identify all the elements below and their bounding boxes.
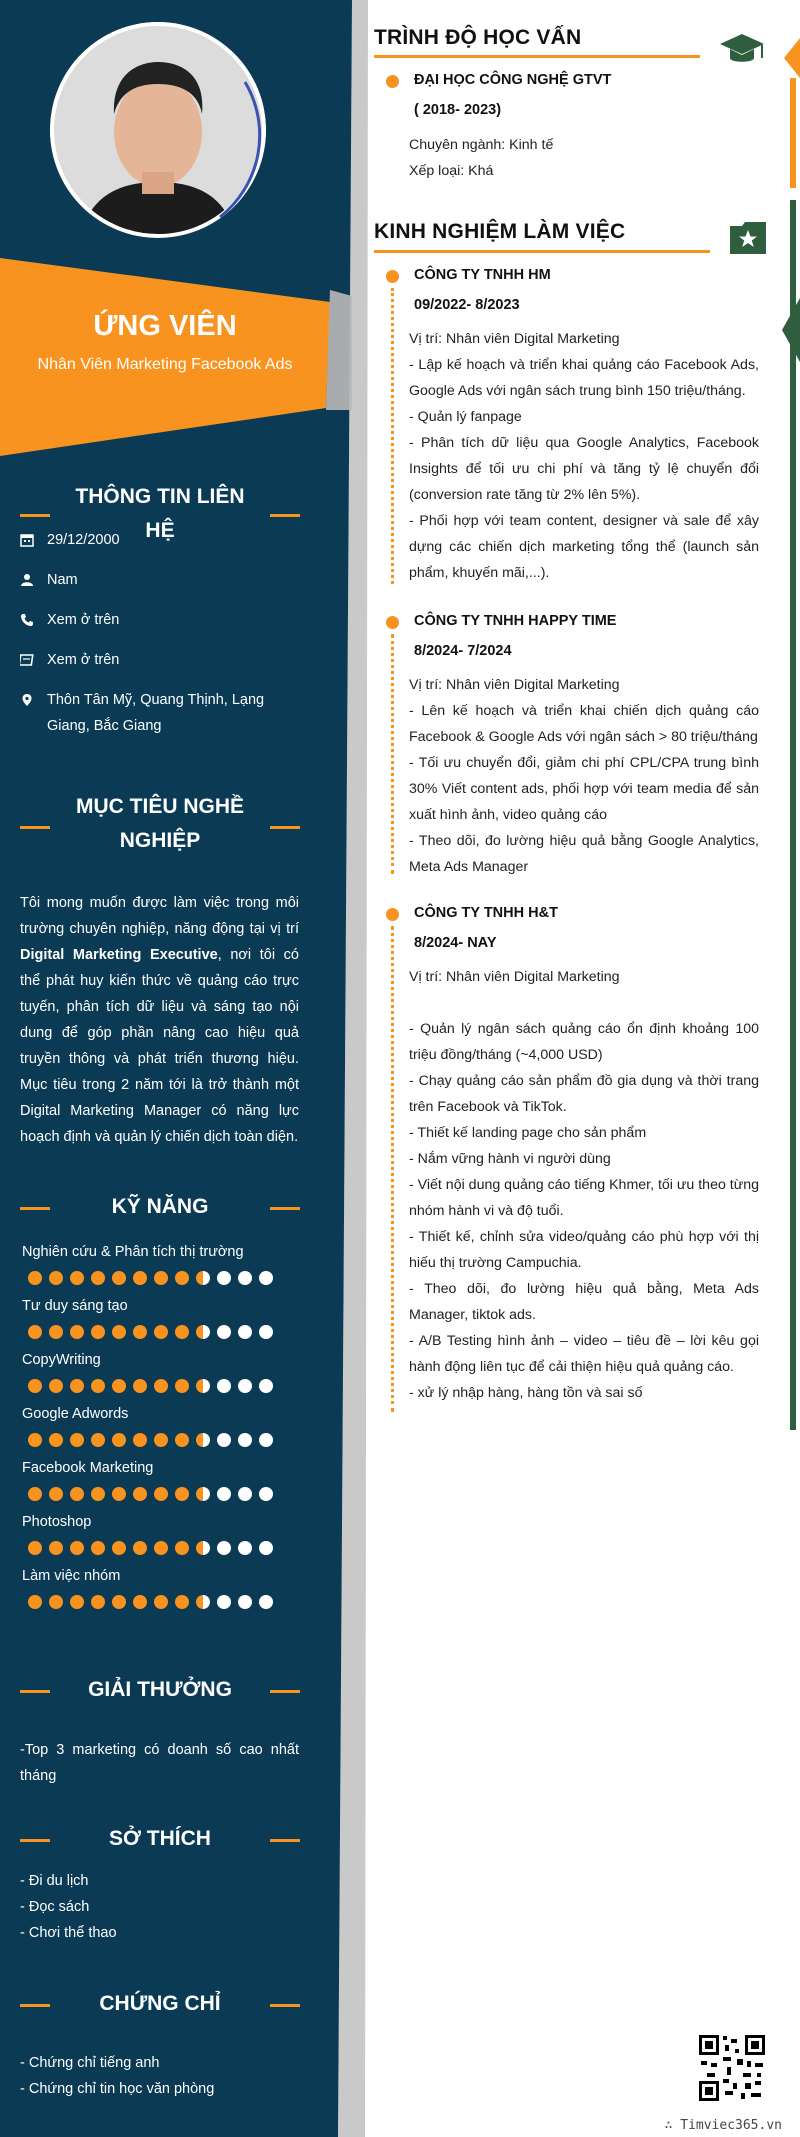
- rating-dot: [154, 1271, 168, 1285]
- certificates-list: [20, 2050, 300, 2102]
- rating-dot: [196, 1379, 210, 1393]
- rating-dot: [154, 1487, 168, 1501]
- rating-dot: [133, 1433, 147, 1447]
- rating-dot: [175, 1487, 189, 1501]
- skill-item: [22, 1568, 302, 1584]
- contact-heading: THÔNG TIN LIÊN HỆ: [20, 480, 300, 548]
- job-period: 8/2024- 7/2024: [414, 643, 512, 659]
- skills-heading: KỸ NĂNG: [20, 1190, 300, 1224]
- skill-name: Facebook Marketing: [22, 1460, 154, 1476]
- rating-dot: [28, 1595, 42, 1609]
- skill-item: [22, 1352, 302, 1368]
- rating-dot: [70, 1433, 84, 1447]
- job-bullet: [386, 908, 399, 921]
- rating-dot: [154, 1595, 168, 1609]
- job-description: Vị trí: Nhân viên Digital Marketing - Quản lý ngân sách quảng cáo ổn định khoảng 100 triệu đồng/tháng (~4,000 USD) - Chạy quảng cáo sản phẩm đồ gia dụng và thời trang trên Facebook và TikTok. - Thiết kế landing page cho sản phẩm - Nắm vững hành vi người dùng - Viết nội dung quảng cáo tiếng Khmer, tối ưu theo từng nhóm hành vi và độ tuổi. - Thiết kế, chỉnh sửa video/quảng cáo phù hợp với thị hiếu thị trường Campuchia. - Theo dõi, đo lường hiệu quả bằng, Meta Ads Manager, tiktok ads. - A/B Testing hình ảnh – video – tiêu đề – lời kêu gọi hành động liên tục để cải thiện hiệu quả quảng cáo. - xử lý nhập hàng, hàng tồn và sai số: [409, 969, 760, 1401]
- rating-dot: [238, 1487, 252, 1501]
- certificates-heading: CHỨNG CHỈ: [20, 1987, 300, 2021]
- skill-item: [22, 1514, 302, 1530]
- rating-dot: [112, 1487, 126, 1501]
- rating-dot: [49, 1541, 63, 1555]
- rating-dot: [196, 1433, 210, 1447]
- skill-name: Google Adwords: [22, 1406, 129, 1422]
- objective-heading: MỤC TIÊU NGHỀ NGHIỆP: [20, 790, 300, 858]
- rating-dot: [112, 1433, 126, 1447]
- hobby-item: - Chơi thể thao: [20, 1925, 117, 1941]
- rating-dot: [154, 1379, 168, 1393]
- avatar: [50, 22, 266, 238]
- person-icon: [20, 573, 34, 587]
- rating-dot: [133, 1595, 147, 1609]
- rating-dot: [238, 1433, 252, 1447]
- rating-dot: [49, 1487, 63, 1501]
- rating-dot: [196, 1487, 210, 1501]
- hobbies-list: [20, 1868, 300, 1946]
- job-description: Vị trí: Nhân viên Digital Marketing - Lập kế hoạch và triển khai quảng cáo Facebook Ads, Google Ads với ngân sách trung bình 150 triệu/tháng. - Quản lý fanpage - Phân tích dữ liệu qua Google Analytics, Facebook Insights để tối ưu chi phí và tăng tỷ lệ chuyển đổi (conversion rate tăng từ 2% lên 5%). - Phối hợp với team content, designer và sale để xây dựng các chiến dịch marketing tổng thể (launch sản phẩm, khuyến mãi,...).: [409, 331, 759, 581]
- rating-dot: [49, 1379, 63, 1393]
- job-period: 09/2022- 8/2023: [414, 297, 520, 313]
- rating-dot: [70, 1595, 84, 1609]
- job-timeline: [391, 634, 394, 874]
- rating-dot: [49, 1595, 63, 1609]
- skill-item: [22, 1244, 302, 1260]
- rating-dot: [49, 1325, 63, 1339]
- footer-brand: ∴ Timviec365.vn: [664, 2118, 782, 2133]
- skill-item: [22, 1460, 302, 1476]
- job-company: CÔNG TY TNHH H&T: [414, 905, 558, 921]
- rating-dot: [70, 1325, 84, 1339]
- rating-dot: [154, 1325, 168, 1339]
- rating-dot: [175, 1433, 189, 1447]
- education-underline: [374, 55, 700, 58]
- candidate-name: ỨNG VIÊN: [93, 310, 237, 342]
- contact-phone: Xem ở trên: [20, 607, 300, 633]
- rating-dot: [91, 1379, 105, 1393]
- rating-dot: [238, 1541, 252, 1555]
- rating-dot: [196, 1325, 210, 1339]
- email-icon: [20, 653, 34, 667]
- education-school: ĐẠI HỌC CÔNG NGHỆ GTVT: [414, 72, 612, 88]
- rating-dot: [91, 1541, 105, 1555]
- rating-dot: [196, 1271, 210, 1285]
- contact-birthday: 29/12/2000: [20, 527, 300, 553]
- rating-dot: [175, 1271, 189, 1285]
- education-major: Chuyên ngành: Kinh tế: [409, 137, 554, 153]
- awards-text: -Top 3 marketing có doanh số cao nhất tháng: [20, 1742, 299, 1784]
- experience-heading: KINH NGHIỆM LÀM VIỆC: [374, 220, 626, 243]
- rating-dot: [28, 1487, 42, 1501]
- rating-dot: [217, 1595, 231, 1609]
- candidate-title: Nhân Viên Marketing Facebook Ads: [37, 356, 293, 373]
- rating-dot: [70, 1271, 84, 1285]
- rating-dot: [70, 1379, 84, 1393]
- rating-dot: [217, 1379, 231, 1393]
- education-bullet: [386, 75, 399, 88]
- rating-dot: [217, 1487, 231, 1501]
- rating-dot: [259, 1433, 273, 1447]
- rating-dot: [112, 1325, 126, 1339]
- rating-dot: [133, 1487, 147, 1501]
- skill-name: Photoshop: [22, 1514, 92, 1530]
- rating-dot: [217, 1433, 231, 1447]
- graduation-cap-icon: [718, 30, 766, 70]
- rating-dot: [154, 1541, 168, 1555]
- education-period: ( 2018- 2023): [414, 102, 502, 118]
- education-rank: Xếp loại: Khá: [409, 163, 494, 179]
- job-company: CÔNG TY TNHH HAPPY TIME: [414, 613, 617, 629]
- rating-dot: [175, 1595, 189, 1609]
- rating-dot: [49, 1271, 63, 1285]
- contact-gender: Nam: [20, 567, 300, 593]
- job-timeline: [391, 288, 394, 584]
- rating-dot: [238, 1595, 252, 1609]
- experience-underline: [374, 250, 710, 253]
- rating-dot: [133, 1271, 147, 1285]
- rating-dot: [70, 1487, 84, 1501]
- rating-dot: [28, 1541, 42, 1555]
- rating-dot: [112, 1595, 126, 1609]
- rating-dot: [175, 1379, 189, 1393]
- job-timeline: [391, 926, 394, 1412]
- job-bullet: [386, 270, 399, 283]
- skill-name: Nghiên cứu & Phân tích thị trường: [22, 1244, 244, 1260]
- skill-name: Tư duy sáng tạo: [22, 1298, 128, 1314]
- skill-name: Làm việc nhóm: [22, 1568, 121, 1584]
- rating-dot: [217, 1271, 231, 1285]
- job-company: CÔNG TY TNHH HM: [414, 267, 551, 283]
- rating-dot: [91, 1433, 105, 1447]
- rating-dot: [259, 1487, 273, 1501]
- rating-dot: [133, 1325, 147, 1339]
- rating-dot: [112, 1541, 126, 1555]
- job-description: Vị trí: Nhân viên Digital Marketing - Lên kế hoạch và triển khai chiến dịch quảng cáo Facebook & Google Ads với ngân sách > 80 triệu/tháng - Tối ưu chuyển đổi, giảm chi phí CPL/CPA trung bình 30% Viết content ads, phối hợp với team media để sản xuất hình ảnh, video quảng cáo - Theo dõi, đo lường hiệu quả bằng Google Analytics, Meta Ads Manager: [409, 677, 759, 875]
- rating-dot: [133, 1541, 147, 1555]
- objective-text: Tôi mong muốn được làm việc trong môi trường chuyên nghiệp, năng động tại vị trí Digital Marketing Executive, nơi tôi có thể phát huy kiến thức về quảng cáo trực tuyến, phân tích dữ liệu và sáng tạo nội dung để góp phần nâng cao hiệu quả truyền thông và phát triển thương hiệu. Mục tiêu trong 2 năm tới là trở thành một Digital Marketing Manager có năng lực hoạch định và quản lý chiến dịch toàn diện.: [20, 895, 299, 1145]
- contact-address: Thôn Tân Mỹ, Quang Thịnh, Lạng Giang, Bắc Giang: [20, 687, 300, 739]
- rating-dot: [70, 1541, 84, 1555]
- rating-dot: [112, 1379, 126, 1393]
- rating-dot: [259, 1271, 273, 1285]
- rating-dot: [28, 1325, 42, 1339]
- rating-dot: [238, 1271, 252, 1285]
- hobby-item: - Đi du lịch: [20, 1873, 89, 1889]
- phone-icon: [20, 613, 34, 627]
- rating-dot: [217, 1325, 231, 1339]
- rating-dot: [196, 1541, 210, 1555]
- rating-dot: [175, 1541, 189, 1555]
- job-period: 8/2024- NAY: [414, 935, 497, 951]
- rating-dot: [175, 1325, 189, 1339]
- rating-dot: [238, 1325, 252, 1339]
- briefcase-star-icon: [724, 218, 772, 258]
- certificate-item: - Chứng chỉ tiếng anh: [20, 2055, 160, 2071]
- rating-dot: [259, 1541, 273, 1555]
- rating-dot: [217, 1541, 231, 1555]
- education-heading: TRÌNH ĐỘ HỌC VẤN: [374, 26, 582, 49]
- rating-dot: [133, 1379, 147, 1393]
- hobbies-heading: SỞ THÍCH: [20, 1822, 300, 1856]
- rating-dot: [91, 1325, 105, 1339]
- skill-name: CopyWriting: [22, 1352, 101, 1368]
- rating-dot: [28, 1379, 42, 1393]
- rating-dot: [91, 1595, 105, 1609]
- job-bullet: [386, 616, 399, 629]
- location-pin-icon: [20, 693, 34, 707]
- rating-dot: [259, 1595, 273, 1609]
- awards-heading: GIẢI THƯỞNG: [20, 1673, 300, 1707]
- rating-dot: [28, 1271, 42, 1285]
- rating-dot: [196, 1595, 210, 1609]
- qr-code-icon: [697, 2033, 767, 2103]
- skill-item: [22, 1406, 302, 1422]
- rating-dot: [238, 1379, 252, 1393]
- hobby-item: - Đọc sách: [20, 1899, 90, 1915]
- rating-dot: [154, 1433, 168, 1447]
- certificate-item: - Chứng chỉ tin học văn phòng: [20, 2081, 215, 2097]
- rating-dot: [112, 1271, 126, 1285]
- rating-dot: [259, 1325, 273, 1339]
- rating-dot: [91, 1271, 105, 1285]
- contact-email: Xem ở trên: [20, 647, 300, 673]
- rating-dot: [91, 1487, 105, 1501]
- rating-dot: [259, 1379, 273, 1393]
- calendar-icon: [20, 533, 34, 547]
- skill-item: [22, 1298, 302, 1314]
- rating-dot: [28, 1433, 42, 1447]
- rating-dot: [49, 1433, 63, 1447]
